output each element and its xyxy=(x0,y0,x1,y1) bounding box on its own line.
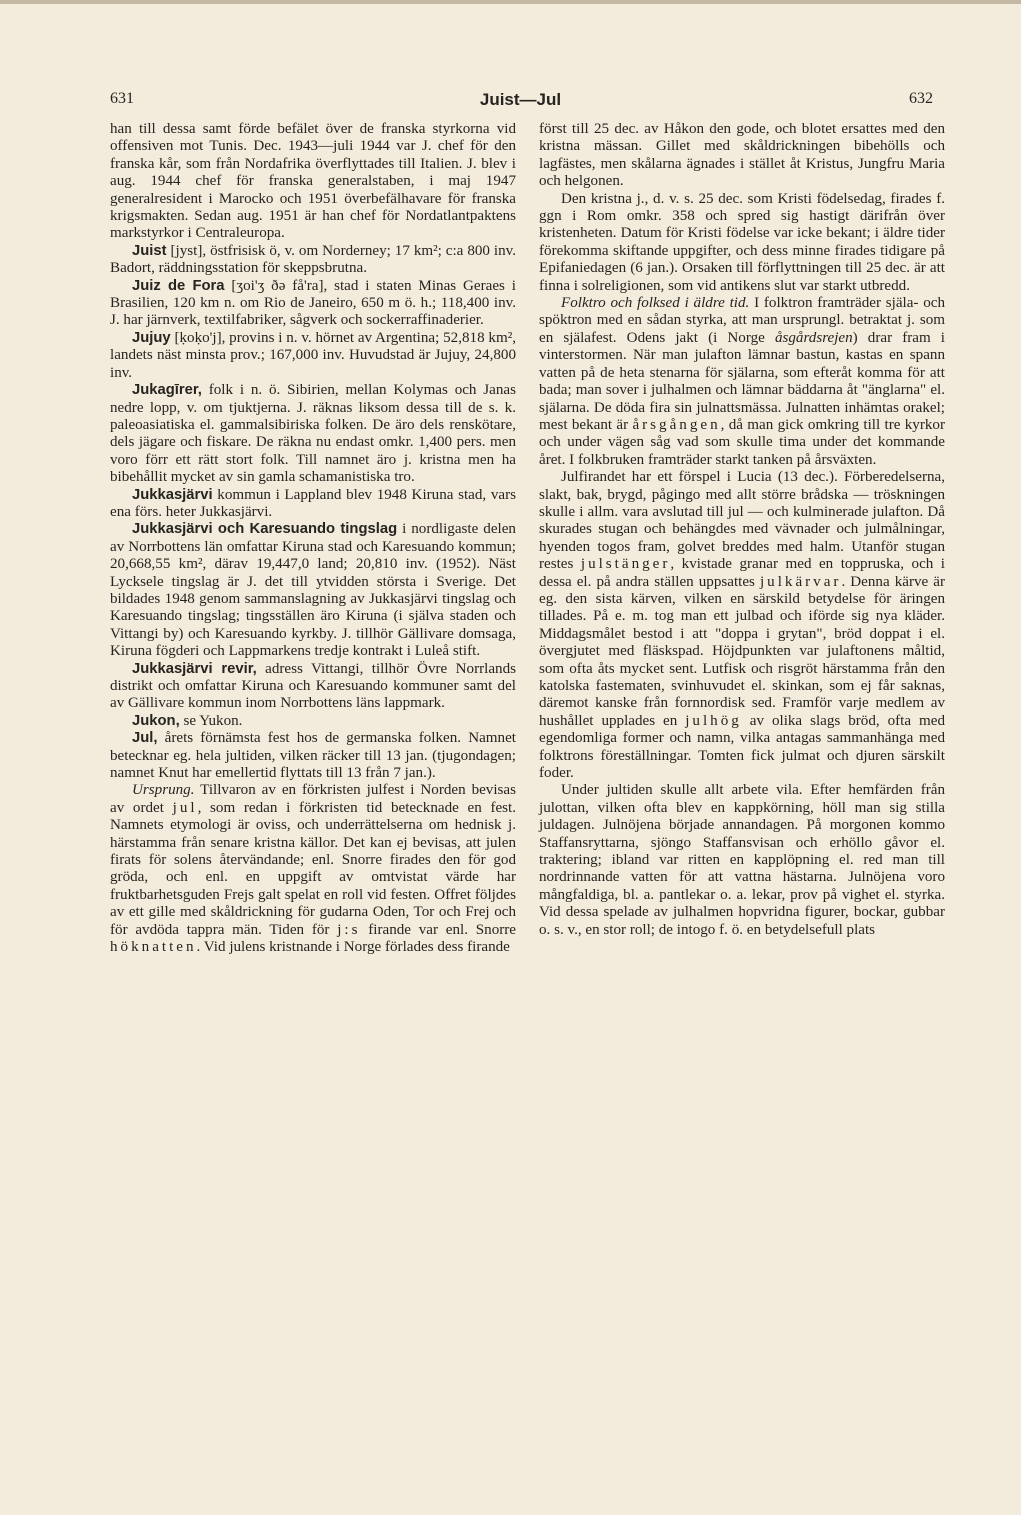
entry-text: [ḳoḳo'j], provins i n. v. hörnet av Argentina; 52,818 km², landets näst minsta prov.; 167,000 inv. Huvudstad är Jujuy, 24,800 inv. xyxy=(110,329,516,381)
entry-jul xyxy=(110,730,516,782)
spaced-term: julhög xyxy=(685,712,742,729)
entry-headword: Jukon, xyxy=(132,712,180,729)
entry-text: se Yukon. xyxy=(179,712,243,729)
section-label: Folktro och folksed i äldre tid. xyxy=(561,295,750,312)
entry-headword: Juist xyxy=(132,242,167,259)
top-edge-rule xyxy=(0,0,1021,4)
entry-text: adress Vittangi, tillhör Övre Norrlands distrikt och omfattar Kiruna och Karesuando kommuner samt del av Gällivare kommun inom Norrbottens läns lappmark. xyxy=(110,660,516,712)
spaced-term: julkärvar xyxy=(759,573,842,590)
paragraph-ursprung xyxy=(110,782,516,956)
paragraph-jultiden: Under jultiden skulle allt arbete vila. Efter hemfärden från julottan, vilken ofta blev en kappkörning, höll man sig stilla juldagen. Julnöjena började annandagen. På morgonen kommo Staffansryttarna, sjöngo Staffansvisan och erhöllo gåvor el. traktering; ibland var ritten en kapplöpning el. red man till nordrinnande vatten för att vattna hästarna. Julnöjena voro mångfaldiga, bl. a. pantlekar o. a. lekar, prov på vighet el. styrka. Vid dessa spelade av julhalmen hopvridna figurer, bockar, gubbar o. s. v., en stor roll; de intogo f. ö. en betydelsefull plats xyxy=(539,782,945,938)
entry-headword: Jukkasjärvi och Karesuando tingslag xyxy=(132,521,398,538)
entry-jukkasjarvi-revir xyxy=(110,661,516,713)
entry-headword: Jukkasjärvi xyxy=(132,486,213,503)
paragraph-continuation: först till 25 dec. av Håkon den gode, och blotet ersattes med den kristna mässan. Gillet med skåldrickningen bibehölls och lagfästes, men skålarna ägnades i stället åt Kristus, Jungfru Maria och helgonen. xyxy=(539,121,945,190)
paragraph-folktro xyxy=(539,295,945,469)
entry-text: kommun i Lappland blev 1948 Kiruna stad, vars ena förs. heter Jukkasjärvi. xyxy=(110,486,516,520)
entry-text: folk i n. ö. Sibirien, mellan Kolymas och Janas nedre lopp, v. om tjuktjerna. J. räknas liksom dessa till de s. k. paleoasiatiska el. gammalsibiriska folken. De äro dels renskötare, dels jägare och fiskare. De räkna nu endast omkr. 1,400 pers. men voro förr ett rätt stort folk. Till namnet äro j. kristna men ha bibehållit mycket av sin gamla schamanistiska tro. xyxy=(110,382,516,486)
right-column xyxy=(539,121,945,939)
entry-juist xyxy=(110,243,516,278)
paragraph-kristna-jul: Den kristna j., d. v. s. 25 dec. som Kristi födelsedag, firades f. ggn i Rom omkr. 358 och spred sig hastigt därifrån över kristenheten. Datum för Kristi födelse var icke bekant; i äldre tider förekomma skiftande uppgifter, och dess minne firades tidigare på Epifaniedagen (6 jan.). Orsaken till förflyttningen till 25 dec. är att finna i solreligionen, som vid antikens slut var starkt utbredd. xyxy=(539,190,945,294)
entry-headword: Juiz de Fora xyxy=(132,277,225,294)
entry-text: [jyst], östfrisisk ö, v. om Norderney; 17 km²; c:a 800 inv. Badort, räddningsstation för skeppsbrutna. xyxy=(110,242,516,277)
spaced-term: jul xyxy=(172,799,198,816)
entry-headword: Jukkasjärvi revir, xyxy=(132,660,257,677)
entry-text: årets förnämsta fest hos de germanska folken. Namnet betecknar eg. hela jultiden, vilken räcker till 13 jan. (tjugondagen; namnet Knut har emellertid flyttats till 13 från 7 jan.). xyxy=(110,730,516,782)
spaced-term: årsgången xyxy=(632,416,721,433)
section-label: Ursprung. xyxy=(132,782,195,799)
entry-continuation xyxy=(110,121,516,243)
entry-headword: Jul, xyxy=(132,730,158,747)
spaced-term: höknatten xyxy=(110,939,197,956)
entry-jujuy xyxy=(110,330,516,382)
entry-jukkasjarvi-tingslag xyxy=(110,521,516,660)
running-head: Juist—Jul xyxy=(479,90,562,109)
paragraph-text: , kvistade granar med en toppruska, och i dessa el. på andra ställen uppsattes xyxy=(539,556,946,590)
paragraph-text: av olika slags bröd, ofta med egendomliga former och namn, vilka antagas sammanhänga med folktrons föreställningar. Tomten fick julmat och djuren särskilt foder. xyxy=(539,712,945,782)
left-column xyxy=(110,121,516,957)
paragraph-text: Julfirandet har ett förspel i Lucia (13 dec.). Förberedelserna, slakt, bak, brygd, pågingo med allt större brådska — tröskningen skulle i allm. vara avslutad till jul — och kulminerade julafton. Då skurades stugan och behängdes med vävnader och julmålningar, hyenden togos fram, golvet breddes med halm. Utanför stugan restes xyxy=(539,469,945,573)
paragraph-text: Tillvaron av en förkristen julfest i Norden bevisas av ordet xyxy=(110,782,516,816)
entry-jukagirer xyxy=(110,382,516,486)
paragraph-text: . Denna kärve är eg. den sista kärven, vilken en särskild betydelse för äringen tillades. På e. m. tog man ett julbad och iförde sig nya kläder. Middagsmålet bestod i att "doppa i grytan", bröd doppat i el. övergjutet med fläskspad. Höjdpunkten var julaftonens måltid, som ofta åts mycket sent. Lutfisk och risgröt härstamma från den katolska fastematen, svinhuvudet el. skinkan, som ej får saknas, däremot kanske från fornnordisk sed. Framför varje medlem av hushållet upplades en xyxy=(539,573,945,729)
spaced-term: julstänger xyxy=(580,556,671,573)
paragraph-julfirandet xyxy=(539,469,945,782)
paragraph-text: firande var enl. Snorre xyxy=(360,921,516,938)
entry-jukon xyxy=(110,713,516,730)
paragraph-text: ) drar fram i vinterstormen. När man julafton lämnar bastun, kastas en spann vatten på de heta stenarna för själarna, som efteråt komma för att bada; man sover i julhalmen och lämnar bäddarna åt "änglarna" el. själarna. De döda fira sin julnattsmässa. Julnatten inhämtas orakel; mest bekant är xyxy=(539,329,945,433)
right-page-number: 632 xyxy=(909,90,933,107)
left-page-number: 631 xyxy=(110,90,134,107)
entry-text: [ʒoi'ʒ ðə få'ra], stad i staten Minas Geraes i Brasilien, 120 km n. om Rio de Janeiro, 650 m ö. h.; 118,400 inv. J. har järnverk, textilfabriker, sågverk och sockerraffinaderier. xyxy=(110,277,516,329)
entry-headword: Jukagīrer, xyxy=(132,382,202,399)
page-header xyxy=(108,90,933,120)
paragraph-text: I folktron framträder själa- och spöktron med en sådan styrka, att man ursprungl. betraktat j. som en själafest. Odens jakt (i Norge xyxy=(539,295,945,346)
entry-text: han till dessa samt förde befälet över de franska styrkorna vid offensiven mot Tunis. Dec. 1943—juli 1944 var J. chef för den franska kår, som från Nordafrika överflyttades till Italien. J. blev i aug. 1944 chef för franska generalstaben, i maj 1947 generalresident i Marocko och 1951 överbefälhavare för franska krigsmakten. Sedan aug. 1951 är han chef för Nordatlantpaktens markstyrkor i Centraleuropa. xyxy=(110,121,516,242)
entry-text: i nordligaste delen av Norrbottens län omfattar Kiruna stad och Karesuando kommun; 20,668,55 km², därav 19,447,0 land; 20,810 inv. (1952). Näst Lycksele tingslag är J. det till ytvidden största i Sverige. Det bildades 1948 genom sammanslagning av Jukkasjärvi tingslag och Karesuando tingslag; tingsställen äro Kiruna (i själva staden och Vittangi by) och Karesuando kyrkby. J. tillhör Gällivare domsaga, Kiruna fögderi och Lappmarkens tredje kontrakt i Luleå stift. xyxy=(110,521,516,660)
entry-jukkasjarvi xyxy=(110,487,516,522)
paragraph-text: , då man gick omkring till tre kyrkor och under vägen såg vad som skulle tima under det kommande året. I folkbruken framträder starkt tanken på årsväxten. xyxy=(539,416,945,468)
spaced-term: j:s xyxy=(337,921,361,938)
italic-term: åsgårdsrejen xyxy=(774,329,853,346)
paragraph-text: , som redan i förkristen tid betecknade en fest. Namnets etymologi är oviss, och underrättelserna om hednisk j. härstamma från senare kristna källor. Det kan ej bevisas, att julen firats för solens återvändande; enl. Snorre firades den för god gröda, och enl. en uppgift av omtvistat värde har fruktbarhetsguden Frejs galt spelat en roll vid festen. Offret följdes av ett gille med skåldrickning för gudarna Oden, Tor och Frej och för avdöda tappra män. Tiden för xyxy=(110,799,517,938)
paragraph-text: . Vid julens kristnande i Norge förlades dess firande xyxy=(196,939,510,956)
entry-headword: Jujuy xyxy=(132,329,171,346)
entry-juiz-de-fora xyxy=(110,278,516,330)
